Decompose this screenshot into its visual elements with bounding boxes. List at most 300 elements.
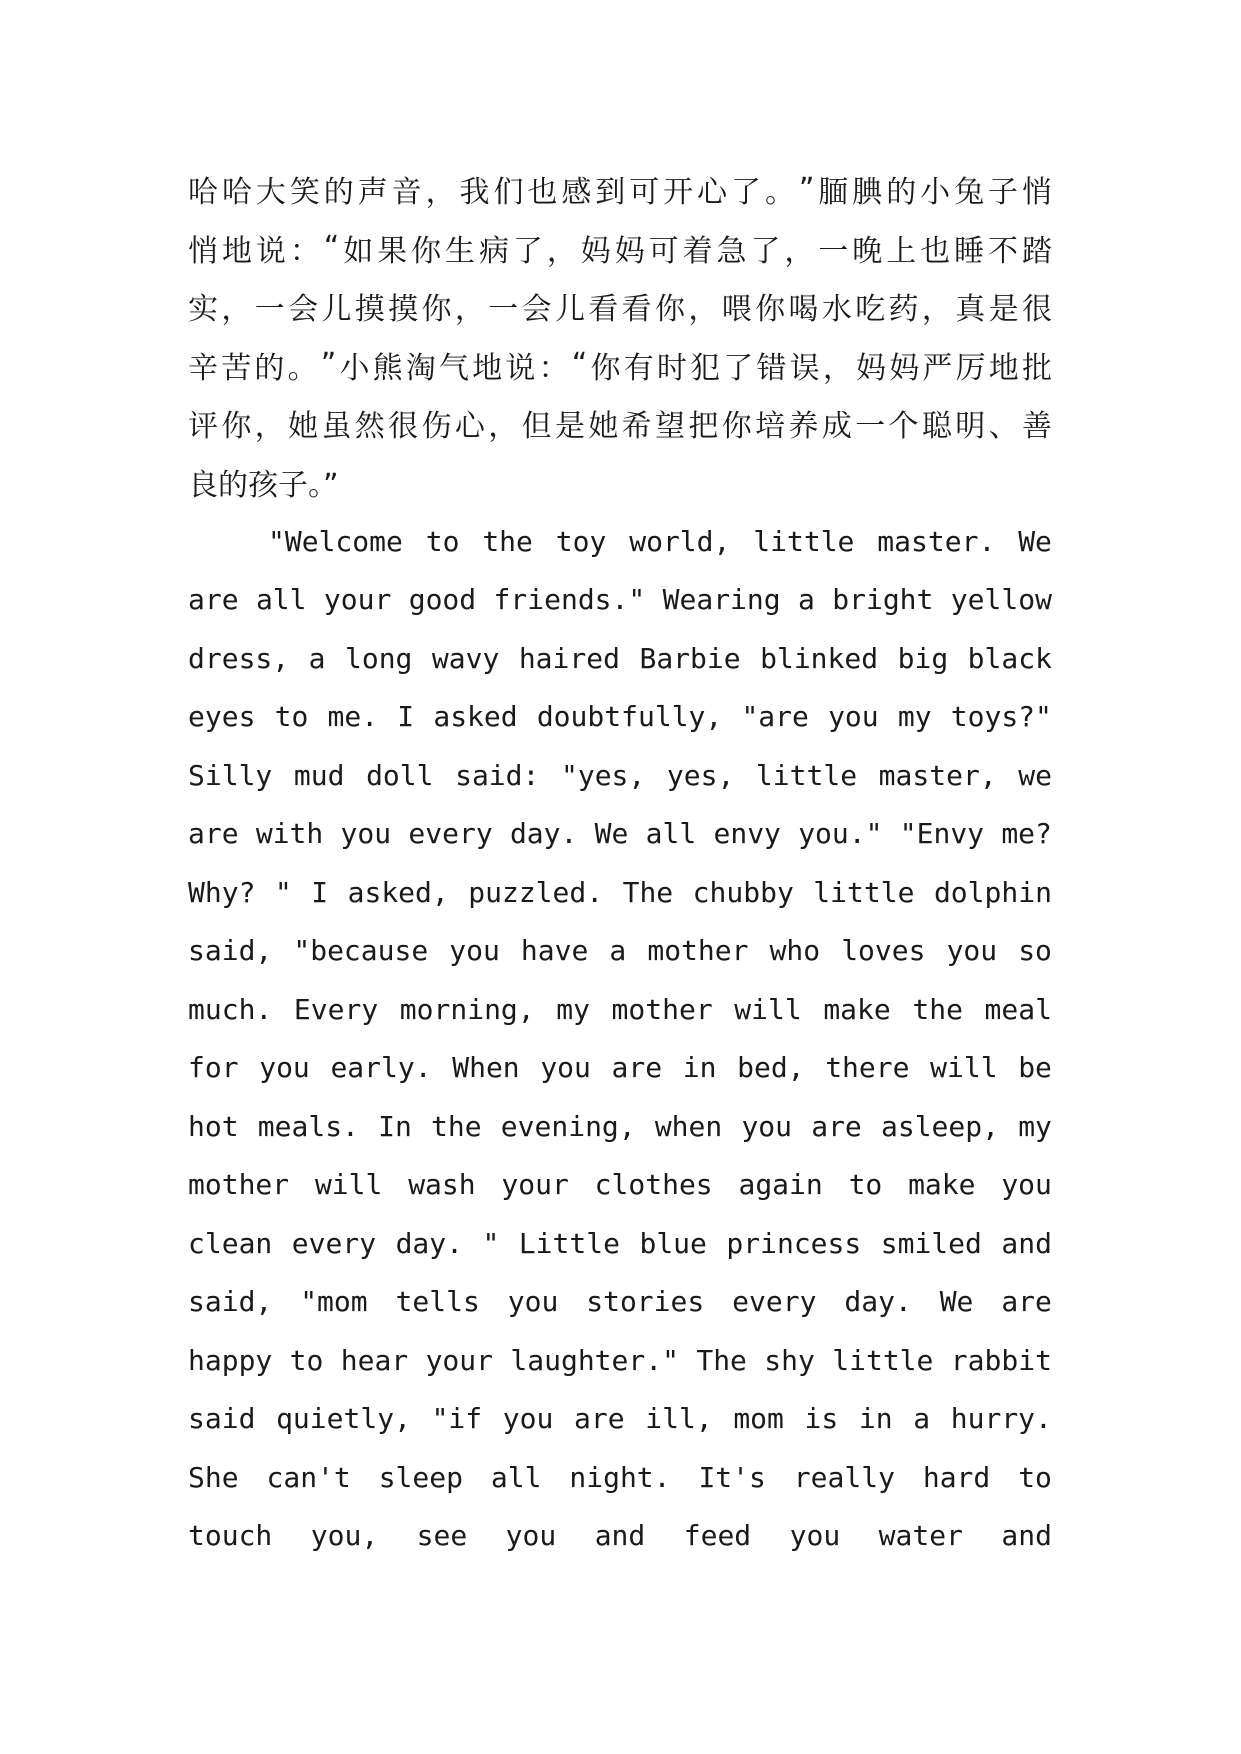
text-line [188,336,1052,395]
word: really [793,1460,895,1494]
word: "mom [300,1285,368,1319]
word: said: [455,758,540,792]
glyph: 可 [629,175,660,211]
text-line [188,571,1052,630]
text-line [188,277,1052,336]
glyph: 药 [888,292,919,328]
word: master. [877,524,996,558]
word: little [753,524,855,558]
word: good [408,583,477,617]
word: much. [188,992,273,1026]
text-line [188,805,1052,864]
word: bed, [737,1051,805,1085]
glyph: 是 [988,292,1019,328]
glyph: 你 [721,409,752,445]
word: when [654,1109,723,1143]
word: wash [408,1168,476,1202]
text-line [188,453,1052,512]
glyph: 地 [472,350,503,386]
word: "yes, [560,758,646,792]
glyph: ， [488,409,519,445]
word: We [939,1285,974,1319]
glyph: ， [221,292,252,328]
text-line [188,1390,1052,1449]
word: evening, [500,1109,636,1143]
glyph: 一 [855,409,886,445]
word: long [344,641,413,675]
glyph: 子 [988,175,1019,211]
glyph: ， [784,233,815,269]
word: be [1018,1051,1052,1085]
glyph: 上 [886,233,917,269]
glyph: 气 [439,350,470,386]
word: the [912,992,963,1026]
glyph: ” [320,347,337,383]
glyph: 一 [488,292,519,328]
text-line [188,160,1052,219]
glyph: 我 [459,175,490,211]
glyph: 你 [421,292,452,328]
word: dress, [188,641,290,675]
glyph: 明 [955,409,986,445]
word: friends." [493,583,646,617]
word: yellow [950,583,1052,617]
glyph: 错 [756,350,787,386]
word: a [913,1402,931,1436]
word: feed [683,1519,752,1553]
word: will [734,992,802,1026]
word: hurry. [950,1402,1052,1436]
word: is [804,1402,839,1436]
word: She [188,1460,239,1494]
glyph: ， [921,292,952,328]
word: We [594,817,629,851]
word: hard [922,1460,991,1494]
word: in [682,1051,717,1085]
word: are [188,817,239,851]
word: stories [586,1285,705,1319]
glyph: 病 [478,233,509,269]
glyph: ， [822,350,853,386]
glyph: 喝 [788,292,819,328]
word: Why? [188,875,256,909]
glyph: 一 [254,292,285,328]
word: Little [518,1226,620,1260]
glyph: 一 [818,233,849,269]
word: said [188,1402,256,1436]
word: touch [188,1519,273,1553]
word: you [946,934,998,968]
word: you [340,817,392,851]
text-line [188,219,1052,278]
chinese-paragraph [188,160,1052,511]
glyph: 个 [888,409,919,445]
glyph: 你 [655,292,686,328]
word: are [188,583,239,617]
word: Wearing [662,583,781,617]
glyph: 淘 [405,350,436,386]
word: to [289,1343,324,1377]
word: mom [733,1402,784,1436]
word: my [897,700,932,734]
word: a [609,934,627,968]
glyph: 喂 [721,292,752,328]
glyph: 的 [323,175,354,211]
word: your [425,1343,494,1377]
glyph: 会 [288,292,319,328]
glyph: 晚 [852,233,883,269]
glyph: ， [688,292,719,328]
word: a [308,641,326,675]
word: haired [518,641,620,675]
word: shy [764,1343,815,1377]
word: you [828,700,879,734]
glyph: 你 [221,409,252,445]
glyph: 评 [188,409,218,445]
text-line [188,688,1052,747]
word: you [540,1051,591,1085]
text-line [188,1214,1052,1273]
word: laughter." [510,1343,679,1377]
word: to [848,1168,883,1202]
glyph: 成 [821,409,852,445]
word: asked [433,700,518,734]
word: to [274,700,309,734]
glyph: 厉 [955,350,986,386]
word: big [897,641,949,675]
glyph: 。 [287,350,318,386]
glyph: 但 [521,409,552,445]
word: smiled [880,1226,982,1260]
glyph: 声 [357,175,388,211]
word: I [311,875,329,909]
word: mud [293,758,345,792]
word: little [755,758,858,792]
glyph: 批 [1021,350,1052,386]
glyph: 踏 [1021,233,1052,269]
glyph: 哈 [188,175,218,211]
glyph: 望 [655,409,686,445]
word: mother [611,992,713,1026]
glyph: 看 [621,292,652,328]
word: clothes [594,1168,713,1202]
word: meals. [257,1109,359,1143]
word: " [274,875,292,909]
word: every [291,1226,377,1260]
word: world, [629,524,731,558]
glyph: 音 [391,175,422,211]
glyph: 的 [886,175,917,211]
glyph: 笑 [289,175,320,211]
text-line [188,512,1052,571]
text-line [188,1097,1052,1156]
glyph: 说 [505,350,536,386]
word: "Welcome [268,524,403,558]
word: me. [327,700,379,734]
word: every [732,1285,817,1319]
word: "if [431,1402,483,1436]
word: and [594,1519,646,1553]
word: for [188,1051,239,1085]
text-line [188,980,1052,1039]
glyph: 水 [821,292,852,328]
glyph: 妈 [889,350,920,386]
glyph: 心 [697,175,728,211]
glyph: 摸 [388,292,419,328]
glyph: ， [254,409,285,445]
word: Every [293,992,379,1026]
glyph: 聪 [921,409,952,445]
word: early. [330,1051,432,1085]
glyph: 睡 [954,233,985,269]
glyph: 善 [1021,409,1052,445]
english-paragraph [188,512,1052,1565]
word: you [741,1109,793,1143]
word: doubtfully, [536,700,723,734]
word: bright [832,583,934,617]
word: the [482,524,533,558]
word: Barbie [639,641,741,675]
word: rabbit [950,1343,1052,1377]
word: ill, [645,1402,713,1436]
text-line [188,1273,1052,1332]
word: my [556,992,590,1026]
glyph: 然 [354,409,385,445]
word: you [449,934,500,968]
word: "are [741,700,809,734]
glyph: 到 [595,175,626,211]
glyph: 伤 [421,409,452,445]
word: "because [293,934,429,968]
word: puzzled. [468,875,604,909]
word: the [431,1109,482,1143]
word: said, [188,1285,273,1319]
glyph: 大 [255,175,286,211]
glyph: 养 [788,409,819,445]
word: tells [395,1285,480,1319]
glyph: 是 [554,409,585,445]
glyph: 开 [663,175,694,211]
glyph: 误 [789,350,820,386]
glyph: 着 [682,233,713,269]
word: envy [713,817,781,851]
word: to [425,524,460,558]
glyph: 的 [254,350,285,386]
word: you." [798,817,883,851]
text-line [188,394,1052,453]
glyph: 小 [339,350,370,386]
word: with [255,817,324,851]
word: It's [698,1460,766,1494]
glyph: 小 [920,175,951,211]
glyph: 妈 [580,233,611,269]
word: hot [188,1109,239,1143]
word: mother [188,1168,290,1202]
word: you [502,1402,554,1436]
glyph: ， [425,175,456,211]
word: see [416,1519,468,1553]
glyph: 你 [411,233,442,269]
text-line [188,746,1052,805]
glyph: ” [798,171,815,207]
glyph: 也 [527,175,558,211]
word: me? [1001,817,1052,851]
word: hear [340,1343,409,1377]
word: you [505,1519,557,1553]
glyph: 会 [521,292,552,328]
word: your [323,583,392,617]
word: yes, [666,758,735,792]
word: The [696,1343,747,1377]
word: make [908,1168,976,1202]
glyph: 不 [988,233,1019,269]
word: all [645,817,697,851]
glyph: 生 [445,233,476,269]
word: master, [878,758,997,792]
word: I [397,700,415,734]
word: water [878,1519,963,1553]
glyph: 兔 [954,175,985,211]
word: can't [266,1460,351,1494]
glyph: 你 [755,292,786,328]
word: asleep, [880,1109,999,1143]
word: night. [569,1460,671,1494]
glyph: 你 [590,350,621,386]
glyph: 有 [623,350,654,386]
word: you [259,1051,310,1085]
word: you [1001,1168,1052,1202]
word: chubby [692,875,794,909]
glyph: 地 [221,233,252,269]
word: every [408,817,493,851]
text-line [188,629,1052,688]
glyph: 希 [621,409,652,445]
glyph: ： [289,233,320,269]
word: all [490,1460,542,1494]
glyph: 了 [750,233,781,269]
word: in [858,1402,893,1436]
word: and [1001,1519,1052,1553]
word: are [1001,1285,1052,1319]
glyph: 儿 [321,292,352,328]
word: have [520,934,589,968]
glyph: 也 [920,233,951,269]
glyph: 虽 [321,409,352,445]
word: wavy [431,641,500,675]
word: eyes [188,700,256,734]
word: black [967,641,1052,675]
glyph: 如 [343,233,374,269]
text-line [188,1448,1052,1507]
word: mother [647,934,749,968]
glyph: 熊 [372,350,403,386]
glyph: 时 [656,350,687,386]
word: day. [844,1285,912,1319]
word: will [314,1168,383,1202]
word: you [507,1285,559,1319]
word: are [611,1051,663,1085]
word: toy [555,524,607,558]
word: "Envy [899,817,985,851]
glyph: 妈 [614,233,645,269]
word: who [769,934,821,968]
glyph: 。 [764,175,795,211]
glyph: ， [546,233,577,269]
word: day. [509,817,578,851]
word: quietly, [276,1402,411,1436]
word: doll [366,758,434,792]
word: When [452,1051,520,1085]
word: blue [639,1226,707,1260]
word: day. [395,1226,463,1260]
line-text: 良的孩子。” [188,467,339,503]
glyph: 她 [588,409,619,445]
glyph: “ [571,347,588,383]
glyph: ： [538,350,569,386]
word: happy [188,1343,273,1377]
word: there [825,1051,910,1085]
word: princess [726,1226,862,1260]
text-line [188,922,1052,981]
word: blinked [760,641,879,675]
glyph: 儿 [554,292,585,328]
word: little [813,875,915,909]
word: loves [841,934,926,968]
glyph: 悄 [1021,175,1052,211]
glyph: 悄 [188,233,218,269]
glyph: 了 [731,175,761,211]
glyph: 心 [454,409,485,445]
glyph: 们 [493,175,524,211]
text-line [188,1507,1052,1566]
word: The [622,875,674,909]
word: " [482,1226,500,1260]
glyph: 吃 [855,292,886,328]
word: asked, [347,875,449,909]
glyph: “ [323,230,340,266]
word: are [574,1402,625,1436]
word: make [823,992,891,1026]
word: are [811,1109,862,1143]
glyph: 真 [955,292,986,328]
word: clean [188,1226,273,1260]
text-line [188,1039,1052,1098]
word: so [1018,934,1052,968]
word: to [1018,1460,1052,1494]
word: my [1018,1109,1052,1143]
word: Silly [188,758,273,792]
glyph: 腆 [852,175,883,211]
glyph: 实 [188,292,218,328]
glyph: ， [454,292,485,328]
glyph: 地 [988,350,1019,386]
word: your [501,1168,569,1202]
glyph: 看 [588,292,619,328]
glyph: 辛 [188,350,218,386]
glyph: 腼 [818,175,849,211]
word: meal [984,992,1052,1026]
glyph: 哈 [221,175,252,211]
word: In [378,1109,412,1143]
word: sleep [378,1460,463,1494]
glyph: 很 [388,409,419,445]
text-line [188,1331,1052,1390]
glyph: 了 [723,350,754,386]
glyph: 说 [255,233,286,269]
word: all [255,583,307,617]
glyph: 严 [922,350,953,386]
text-line [188,1156,1052,1215]
